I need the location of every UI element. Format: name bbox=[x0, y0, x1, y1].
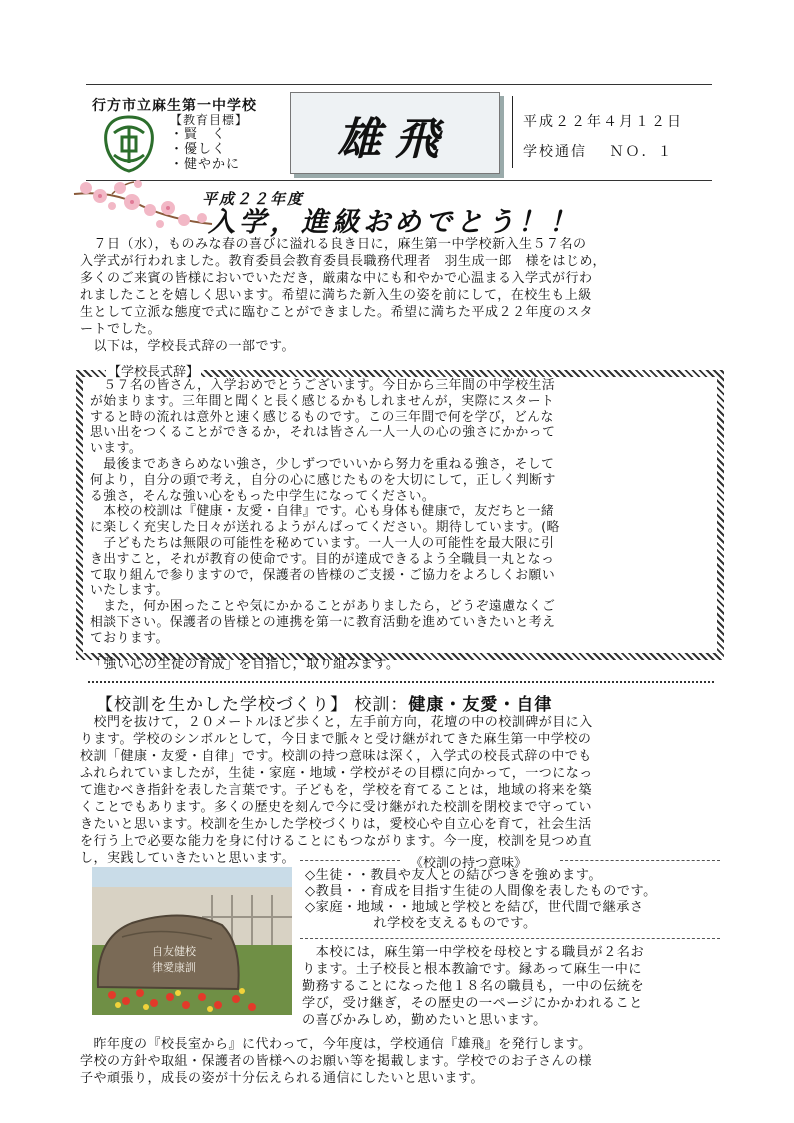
article-subtitle: 平成２２年度 bbox=[202, 190, 305, 208]
text-line: きたいと思います。校訓を生かした学校づくりは，愛校心や自立心を育て，社会生活 bbox=[80, 817, 592, 832]
text-line: 子どもたちは無限の可能性を秘めています。一人一人の可能性を最大限に引 bbox=[90, 535, 555, 551]
goal-item: ・健やかに bbox=[170, 157, 241, 172]
newsletter-title-box bbox=[290, 92, 500, 174]
header-top-rule bbox=[86, 84, 712, 85]
goal-item: ・優しく bbox=[170, 142, 227, 157]
text-line: 本校には，麻生第一中学校を母校とする職員が２名お bbox=[302, 945, 645, 960]
text-line: いたします。 bbox=[90, 583, 169, 599]
text-line: くことでもあります。多くの歴史を刻んで今に受け継がれた校訓を閉校まで守ってい bbox=[80, 800, 592, 815]
photo-inscription-2: 律愛康訓 bbox=[152, 961, 196, 974]
meaning-item: れ学校を支えるものです。 bbox=[305, 916, 537, 931]
text-line: ７日（水），ものみな春の喜びに溢れる良き日に，麻生第一中学校新入生５７名の bbox=[80, 237, 587, 252]
school-emblem-icon bbox=[100, 113, 158, 173]
motto-label: 校訓： bbox=[354, 695, 409, 715]
meaning-item: ◇教員・・育成を目指す生徒の人間像を表したものです。 bbox=[305, 884, 657, 899]
article-body bbox=[80, 236, 606, 355]
issue-number: 学校通信 ＮＯ．１ bbox=[523, 144, 674, 160]
school-motto: 健康・友愛・自律 bbox=[408, 695, 553, 715]
text-line: に楽しく充実した日々が送れるようがんばってください。期待しています。(略 bbox=[90, 520, 560, 536]
text-line: き出すこと，それが教育の使命です。目的が達成できるよう全職員一丸となっ bbox=[90, 551, 555, 567]
text-line: 本校の校訓は『健康・友愛・自律』です。心も身体も健康で，友だちと一緒 bbox=[90, 504, 555, 520]
cherry-blossom-icon bbox=[72, 180, 222, 238]
text-line: ております。 bbox=[90, 630, 169, 646]
meaning-list bbox=[305, 868, 657, 932]
speech-body bbox=[90, 378, 560, 647]
text-line: また，何か困ったことや気にかかることがありましたら，どうぞ遠慮なくご bbox=[90, 599, 556, 615]
issue-date: 平成２２年４月１２日 bbox=[523, 114, 683, 130]
motto-stone-photo bbox=[92, 867, 292, 1015]
text-line: し，実践していきたいと思います。 bbox=[80, 851, 295, 866]
text-line: 相談下さい。保護者の皆様との連携を第一に教育活動を進めていきたいと考え bbox=[90, 614, 556, 630]
section-heading-label: 【校訓を生かした学校づくり】 bbox=[96, 695, 348, 715]
closing-line: 「強い心の生徒の育成」を目指し，取り組みます。 bbox=[90, 657, 400, 672]
text-line: 学び，受け継ぎ，その歴史の一ページにかかわれること bbox=[302, 996, 643, 1011]
text-line: 昨年度の『校長室から』に代わって，今年度は，学校通信『雄飛』を発行します。 bbox=[80, 1037, 592, 1052]
section-heading bbox=[96, 690, 552, 715]
text-line: 何より，自分の頭で考え，自分の心に感じたものを大切にして，正しく判断す bbox=[90, 472, 556, 488]
text-line: 学校の方針や取組・保護者の皆様へのお願い等を掲載します。学校でのお子さんの様 bbox=[80, 1054, 592, 1069]
text-line: 多くのご来賓の皆様においでいただき，厳粛な中にも和やかで心温まる入学式が行わ bbox=[80, 271, 593, 286]
meaning-item: ◇家庭・地域・・地域と学校とを結び，世代間で継承さ bbox=[305, 900, 644, 915]
text-line: すると時の流れは意外と速く感じるものです。この三年間で何を学び，どんな bbox=[90, 409, 554, 425]
text-line: ふれられていましたが，生徒・家庭・地域・学校がその目標に向かって，一つになっ bbox=[80, 766, 593, 781]
goal-item: ・賢 く bbox=[170, 127, 227, 142]
meaning-title: 《校訓の持つ意味》 bbox=[410, 856, 528, 871]
speech-label: 【学校長式辞】 bbox=[106, 361, 201, 380]
section-divider bbox=[88, 681, 714, 683]
text-line: 校門を抜けて，２０メートルほど歩くと，左手前方向，花壇の中の校訓碑が目に入 bbox=[80, 715, 593, 730]
school-name: 行方市立麻生第一中学校 bbox=[92, 98, 257, 114]
text-line: れましたことを嬉しく思います。希望に満ちた新入生の姿を前にして，在校生も上級 bbox=[80, 288, 592, 303]
text-line: ります。学校のシンボルとして，今日まで脈々と受け継がれてきた麻生第一中学校の bbox=[80, 732, 592, 747]
newsletter-intro bbox=[80, 1036, 592, 1087]
header-divider bbox=[512, 96, 513, 168]
text-line: 勤務することになった他１８名の職員も，一中の伝統を bbox=[302, 979, 645, 994]
meaning-rule-bottom bbox=[300, 938, 720, 939]
text-line: を行う上で必要な能力を身に付けることにもつながります。今一度，校訓を見つめ直 bbox=[80, 834, 592, 849]
text-line: 最後まであきらめない強さ，少しずつでいいから努力を重ねる強さ，そして bbox=[90, 456, 555, 472]
article2-body bbox=[80, 714, 593, 867]
text-line: て取り組んで参りますので，保護者の皆様のご支援・ご協力をよろしくお願い bbox=[90, 567, 556, 583]
text-line: 思い出をつくることができるか，それは皆さん一人一人の心の強さにかかって bbox=[90, 425, 556, 441]
staff-note bbox=[302, 944, 644, 1029]
newsletter-title: 雄飛 bbox=[337, 114, 453, 165]
text-line: て進むべき指針を表した言葉です。子どもを，学校を育てることは，地域の将来を築 bbox=[80, 783, 592, 798]
text-line: 入学式が行われました。教育委員会教育委員長職務代理者 羽生成一郎 様をはじめ， bbox=[80, 254, 606, 269]
education-goals bbox=[170, 113, 268, 172]
meaning-rule-right bbox=[560, 860, 720, 861]
goals-title: 【教育目標】 bbox=[170, 113, 249, 127]
text-line: 生として立派な態度で式に臨むことができました。希望に満ちた平成２２年度のスタ bbox=[80, 305, 594, 320]
text-line: ５７名の皆さん，入学おめでとうございます。今日から三年間の中学校生活 bbox=[90, 378, 556, 393]
text-line: 子や頑張り，成長の姿が十分伝えられる通信にしたいと思います。 bbox=[80, 1071, 484, 1086]
text-line: 以下は，学校長式辞の一部です。 bbox=[80, 339, 295, 354]
text-line: ります。土子校長と根本教諭です。縁あって麻生一中に bbox=[302, 962, 642, 977]
photo-inscription-1: 自友健校 bbox=[152, 945, 196, 958]
meaning-rule-left bbox=[300, 860, 400, 861]
text-line: 校訓「健康・友愛・自律」です。校訓の持つ意味は深く，入学式の校長式辞の中でも bbox=[80, 749, 592, 764]
text-line: います。 bbox=[90, 441, 143, 457]
meaning-item: ◇生徒・・教員や友人との結びつきを強めます。 bbox=[305, 868, 603, 883]
text-line: が始まります。三年間と聞くと長く感じるかもしれませんが，実際にスタート bbox=[90, 393, 555, 409]
text-line: の喜びかみしめ，勤めたいと思います。 bbox=[302, 1013, 547, 1028]
text-line: る強さ，そんな強い心をもった中学生になってください。 bbox=[90, 488, 436, 504]
text-line: ートでした。 bbox=[80, 322, 162, 337]
article-headline: 入学，進級おめでとう！！ bbox=[208, 207, 580, 238]
